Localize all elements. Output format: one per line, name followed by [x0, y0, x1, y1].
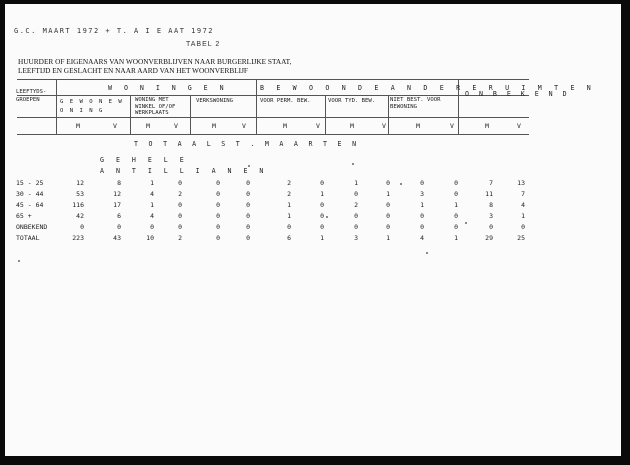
- table-cell: 0: [454, 179, 458, 187]
- column-voor-tyd-bew: VOOR TYD. BEW.: [328, 98, 376, 104]
- table-cell: 1: [320, 190, 324, 198]
- table-cell: 0: [420, 212, 424, 220]
- table-cell: 11: [485, 190, 493, 198]
- table-cell: 13: [517, 179, 525, 187]
- table-cell: 0: [287, 223, 291, 231]
- column-group-bewoonde: B E W O O N D E A N D E R E R U I M T E N: [260, 84, 595, 92]
- column-divider: [56, 79, 57, 134]
- column-verkswoning: VERKSWONING: [196, 98, 234, 104]
- table-cell: 0: [246, 234, 250, 242]
- table-cell: 2: [354, 201, 358, 209]
- table-cell: 1: [521, 212, 525, 220]
- table-cell: 6: [287, 234, 291, 242]
- table-cell: 0: [489, 223, 493, 231]
- table-cell: 29: [485, 234, 493, 242]
- table-cell: 0: [178, 212, 182, 220]
- speck: [400, 183, 402, 185]
- table-cell: 116: [72, 201, 84, 209]
- table-cell: 4: [521, 201, 525, 209]
- column-voor-perm-bew: VOOR PERM. BEW.: [260, 98, 311, 104]
- table-cell: 0: [216, 179, 220, 187]
- row-label: 65 +: [16, 212, 32, 220]
- column-divider: [190, 95, 191, 134]
- table-cell: 0: [246, 223, 250, 231]
- table-cell: 0: [386, 201, 390, 209]
- column-group-onbekend: O N B E K E N D: [465, 90, 570, 98]
- table-cell: 12: [113, 190, 121, 198]
- table-group-border: [17, 95, 529, 96]
- table-cell: 1: [150, 179, 154, 187]
- sex-label: M: [350, 122, 354, 130]
- row-label: TOTAAL: [16, 234, 40, 242]
- table-cell: 1: [386, 190, 390, 198]
- table-cell: 0: [216, 234, 220, 242]
- speck: [248, 165, 250, 167]
- table-cell: 0: [420, 223, 424, 231]
- table-top-border: [17, 79, 529, 80]
- table-cell: 2: [178, 190, 182, 198]
- column-age-group: LEEFTYDS- GROEPEN: [16, 89, 47, 103]
- table-cell: 0: [420, 179, 424, 187]
- table-subheader-border: [17, 117, 529, 118]
- table-cell: 0: [178, 223, 182, 231]
- table-cell: 3: [354, 234, 358, 242]
- sex-label: V: [517, 122, 521, 130]
- table-cell: 0: [216, 223, 220, 231]
- sex-label: V: [316, 122, 320, 130]
- table-cell: 53: [76, 190, 84, 198]
- title-line-2: LEEFTIJD EN GESLACHT EN NAAR AARD VAN HET WOONVERBLIJF: [18, 66, 248, 75]
- section-total-st-maarten: T O T A A L S T . M A A R T E N: [134, 140, 360, 148]
- sex-label: V: [242, 122, 246, 130]
- table-cell: 4: [150, 190, 154, 198]
- table-cell: 7: [521, 190, 525, 198]
- table-cell: 3: [420, 190, 424, 198]
- table-cell: 0: [521, 223, 525, 231]
- sex-label: V: [113, 122, 117, 130]
- table-cell: 1: [454, 234, 458, 242]
- table-cell: 0: [150, 223, 154, 231]
- sex-label: M: [485, 122, 489, 130]
- table-cell: 6: [117, 212, 121, 220]
- sex-label: V: [382, 122, 386, 130]
- table-cell: 2: [287, 190, 291, 198]
- table-cell: 7: [489, 179, 493, 187]
- table-cell: 1: [287, 212, 291, 220]
- sex-label: M: [76, 122, 80, 130]
- subsection-line-2: A N T I L L I A N E N: [100, 167, 268, 175]
- table-cell: 0: [320, 179, 324, 187]
- speck: [18, 260, 20, 262]
- table-cell: 17: [113, 201, 121, 209]
- sex-label: V: [174, 122, 178, 130]
- table-cell: 0: [354, 223, 358, 231]
- sex-label: M: [212, 122, 216, 130]
- table-cell: 0: [320, 223, 324, 231]
- table-cell: 4: [420, 234, 424, 242]
- table-cell: 4: [150, 212, 154, 220]
- table-cell: 1: [454, 201, 458, 209]
- speck: [326, 216, 328, 218]
- sex-label: M: [146, 122, 150, 130]
- table-cell: 0: [454, 223, 458, 231]
- row-label: 45 - 64: [16, 201, 44, 209]
- table-cell: 0: [320, 212, 324, 220]
- table-cell: 223: [72, 234, 84, 242]
- table-cell: 1: [386, 234, 390, 242]
- speck: [352, 163, 354, 165]
- row-label: 15 - 25: [16, 179, 44, 187]
- table-cell: 0: [216, 190, 220, 198]
- table-cell: 0: [80, 223, 84, 231]
- table-cell: 0: [354, 212, 358, 220]
- column-woning-met-winkel: WONING MET WINKEL OF/OF WERKPLAATS: [135, 97, 176, 116]
- table-cell: 0: [246, 212, 250, 220]
- speck: [465, 222, 467, 224]
- column-divider: [256, 79, 257, 134]
- table-cell: 0: [117, 223, 121, 231]
- table-cell: 0: [178, 201, 182, 209]
- table-cell: 8: [489, 201, 493, 209]
- table-cell: 1: [420, 201, 424, 209]
- column-group-woningen: W O N I N G E N: [108, 84, 228, 92]
- table-cell: 1: [354, 179, 358, 187]
- table-cell: 0: [386, 179, 390, 187]
- table-cell: 0: [216, 212, 220, 220]
- column-niet-best-voor-bewoning: NIET BEST. VOOR BEWONING: [390, 97, 441, 110]
- table-cell: 2: [178, 234, 182, 242]
- column-divider: [130, 95, 131, 134]
- table-cell: 0: [454, 212, 458, 220]
- table-cell: 2: [287, 179, 291, 187]
- title-line-1: HUURDER OF EIGENAARS VAN WOONVERBLIJVEN NAAR BURGERLIJKE STAAT,: [18, 57, 292, 66]
- subsection-line-1: G E H E L E: [100, 156, 188, 164]
- table-cell: 1: [320, 234, 324, 242]
- row-label: 30 - 44: [16, 190, 44, 198]
- table-cell: 1: [287, 201, 291, 209]
- table-cell: 0: [454, 190, 458, 198]
- table-cell: 0: [246, 201, 250, 209]
- sex-label: V: [450, 122, 454, 130]
- speck: [426, 252, 428, 254]
- table-cell: 0: [246, 190, 250, 198]
- table-cell: 12: [76, 179, 84, 187]
- table-number: TABEL 2: [186, 41, 221, 48]
- table-cell: 8: [117, 179, 121, 187]
- column-divider: [325, 95, 326, 134]
- table-cell: 3: [489, 212, 493, 220]
- table-cell: 0: [320, 201, 324, 209]
- table-cell: 0: [246, 179, 250, 187]
- table-cell: 0: [216, 201, 220, 209]
- row-label: ONBEKEND: [16, 223, 48, 231]
- column-divider: [388, 95, 389, 134]
- sex-label: M: [283, 122, 287, 130]
- table-cell: 25: [517, 234, 525, 242]
- table-cell: 0: [386, 212, 390, 220]
- table-cell: 10: [146, 234, 154, 242]
- column-gewone-woning: G E W O N E W O N I N G: [60, 99, 124, 114]
- table-cell: 1: [150, 201, 154, 209]
- table-cell: 0: [178, 179, 182, 187]
- sex-label: M: [416, 122, 420, 130]
- header-stamp: G.C. MAART 1972 + T. A I E AAT 1972: [14, 27, 215, 35]
- table-cell: 0: [386, 223, 390, 231]
- table-cell: 0: [354, 190, 358, 198]
- table-cell: 43: [113, 234, 121, 242]
- table-cell: 42: [76, 212, 84, 220]
- table-header-bottom-border: [17, 134, 529, 135]
